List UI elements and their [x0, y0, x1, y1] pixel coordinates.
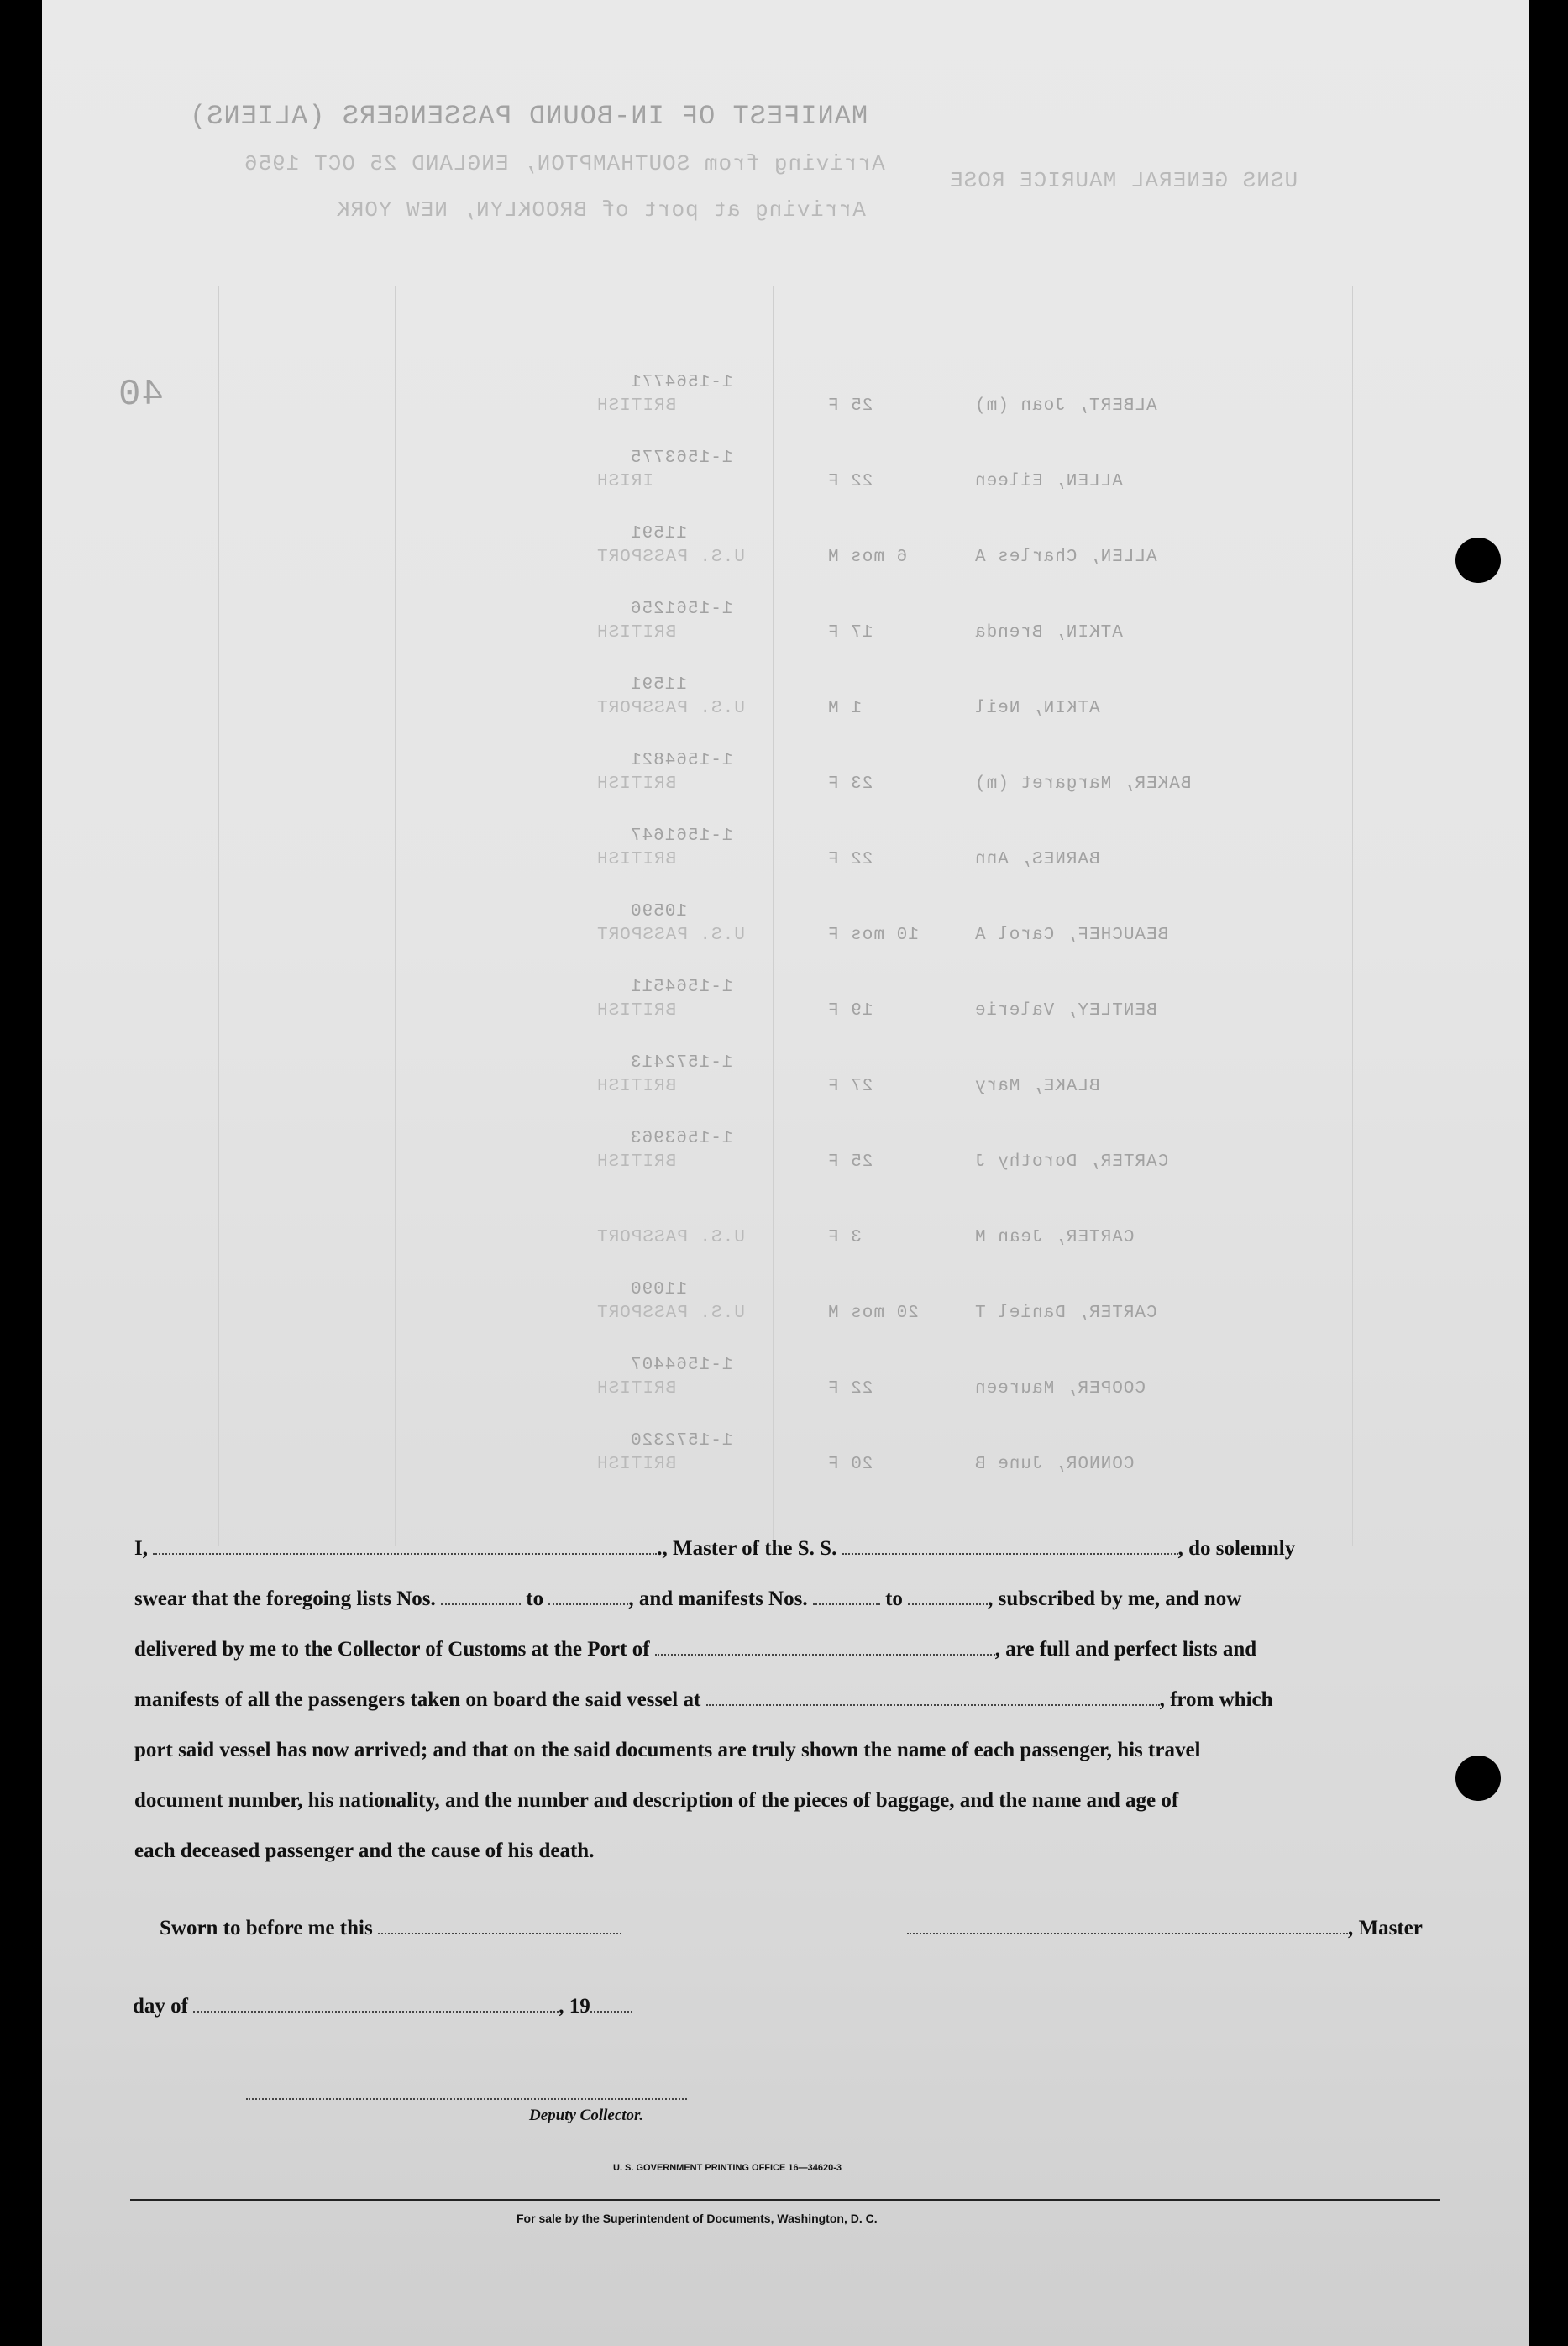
bleed-row-text: 1-1561647: [630, 827, 733, 846]
manifests-to-field[interactable]: [908, 1588, 988, 1605]
oath-line-1: I, ., Master of the S. S. , do solemnly: [134, 1537, 1296, 1560]
bleed-row-text: U.S. PASSPORT: [596, 1304, 745, 1323]
bleed-row-text: U.S. PASSPORT: [596, 548, 745, 567]
bleed-row-text: 11591: [630, 524, 688, 543]
oath-line-7: each deceased passenger and the cause of his death.: [134, 1840, 595, 1862]
bleed-row-text: U.S. PASSPORT: [596, 699, 745, 718]
bleed-row-text: 1-1572413: [630, 1053, 733, 1073]
bleed-row-text: 17 F: [827, 623, 873, 643]
bleed-row-text: 3 F: [827, 1228, 862, 1247]
bleed-subtitle: Arriving from SOUTHAMPTON, ENGLAND 25 OCT 1956: [244, 151, 885, 176]
bleed-row-text: 25 F: [827, 1152, 873, 1172]
column-rule: [773, 286, 774, 1546]
column-rule: [218, 286, 219, 1546]
bleed-row-text: BRITISH: [596, 623, 677, 643]
bleed-row-text: 1-1561256: [630, 600, 733, 619]
day-line: day of , 19: [133, 1995, 632, 2018]
bleed-row-text: BAKER, Margaret (m): [974, 774, 1192, 794]
bleed-row-text: BRITISH: [596, 396, 677, 416]
bleed-row-text: ALLEN, Eileen: [974, 472, 1123, 491]
oath-line-2: swear that the foregoing lists Nos. to , and manifests Nos. to , subscribed by me, and now: [134, 1588, 1242, 1610]
bleed-row-text: BRITISH: [596, 1001, 677, 1021]
bleed-row-text: 1-1572320: [630, 1431, 733, 1451]
column-rule: [395, 286, 396, 1546]
bleed-row-text: 6 mos M: [827, 548, 908, 567]
bleed-row-text: 10 mos F: [827, 926, 919, 945]
port-field[interactable]: [655, 1639, 995, 1656]
punch-hole: [1455, 538, 1501, 583]
bleed-row-text: BEAUCHEF, Carol A: [974, 926, 1169, 945]
bleed-header-right: USNS GENERAL MAURICE ROSE: [949, 168, 1298, 193]
bleed-row-text: U.S. PASSPORT: [596, 1228, 745, 1247]
bleed-row-text: COOPER, Maureen: [974, 1379, 1146, 1399]
deputy-collector-block: [246, 2083, 687, 2100]
bleed-row-text: 22 F: [827, 472, 873, 491]
master-name-field[interactable]: [153, 1538, 657, 1555]
oath-line-5: port said vessel has now arrived; and that on the said documents are truly shown the name of each passenger, his travel: [134, 1739, 1201, 1761]
bleed-row-text: BENTLEY, Valerie: [974, 1001, 1157, 1021]
bleed-row-text: 1-1564771: [630, 373, 733, 392]
bleed-row-text: 1-1563963: [630, 1129, 733, 1148]
bleed-row-text: 1-1563775: [630, 449, 733, 468]
bleed-row-text: CARTER, Daniel T: [974, 1304, 1157, 1323]
bleed-row-text: BRITISH: [596, 1379, 677, 1399]
bleed-row-text: 11591: [630, 675, 688, 695]
bleed-row-text: CARTER, Dorothy J: [974, 1152, 1169, 1172]
bleed-row-text: 19 F: [827, 1001, 873, 1021]
sworn-line: Sworn to before me this: [160, 1917, 621, 1940]
bleed-row-text: ALLEN, Charles A: [974, 548, 1157, 567]
bleed-row-text: ATKIN, Neil: [974, 699, 1100, 718]
footer-rule: [130, 2199, 1440, 2201]
deputy-collector-label: Deputy Collector.: [529, 2107, 644, 2124]
bleed-row-text: 1 M: [827, 699, 862, 718]
oath-line-3: delivered by me to the Collector of Customs at the Port of , are full and perfect lists and: [134, 1638, 1257, 1661]
bleed-row-text: 25 F: [827, 396, 873, 416]
bleed-row-text: BRITISH: [596, 1455, 677, 1474]
bleed-row-text: BRITISH: [596, 850, 677, 869]
bleed-row-text: CONNOR, June B: [974, 1455, 1135, 1474]
bleed-row-text: ALBERT, Joan (m): [974, 396, 1157, 416]
manifests-from-field[interactable]: [813, 1588, 880, 1605]
sworn-date-field[interactable]: [378, 1918, 621, 1934]
bleed-title: MANIFEST OF IN-BOUND PASSENGERS (ALIENS): [189, 101, 868, 132]
bleed-row-text: U.S. PASSPORT: [596, 926, 745, 945]
vessel-name-field[interactable]: [842, 1538, 1178, 1555]
bleed-row-text: 20 F: [827, 1455, 873, 1474]
bleed-row-text: BRITISH: [596, 1077, 677, 1096]
year-field[interactable]: [590, 1996, 632, 2013]
manifest-page: [42, 0, 1529, 2346]
bleed-row-text: 1-1564511: [630, 978, 733, 997]
sale-notice: For sale by the Superintendent of Documents, Washington, D. C.: [517, 2212, 878, 2225]
deputy-collector-signature-field[interactable]: [246, 2083, 687, 2100]
bleed-row-text: IRISH: [596, 472, 654, 491]
master-signature-line: , Master: [907, 1917, 1423, 1940]
oath-line-4: manifests of all the passengers taken on board the said vessel at , from which: [134, 1688, 1273, 1711]
day-field[interactable]: [193, 1996, 559, 2013]
bleed-row-text: 1-1564821: [630, 751, 733, 770]
bleed-row-text: 11090: [630, 1280, 688, 1299]
bleed-page-number: 40: [118, 374, 164, 416]
bleed-row-text: BARNES, Ann: [974, 850, 1100, 869]
bleed-row-text: CARTER, Jean M: [974, 1228, 1135, 1247]
bleed-row-text: ATKIN, Brenda: [974, 623, 1123, 643]
bleed-row-text: 23 F: [827, 774, 873, 794]
oath-line-6: document number, his nationality, and the number and description of the pieces of baggage, and the name and age of: [134, 1789, 1179, 1812]
lists-from-field[interactable]: [441, 1588, 521, 1605]
master-signature-field[interactable]: [907, 1918, 1348, 1934]
bleed-row-text: 27 F: [827, 1077, 873, 1096]
bleed-row-text: BRITISH: [596, 774, 677, 794]
column-rule: [1352, 286, 1353, 1546]
bleed-row-text: 22 F: [827, 1379, 873, 1399]
bleed-row-text: BRITISH: [596, 1152, 677, 1172]
bleed-row-text: BLAKE, Mary: [974, 1077, 1100, 1096]
bleed-row-text: 22 F: [827, 850, 873, 869]
punch-hole: [1455, 1756, 1501, 1801]
port-of-embarkation-field[interactable]: [706, 1689, 1160, 1706]
printing-office-line: U. S. GOVERNMENT PRINTING OFFICE 16—34620-3: [613, 2163, 842, 2173]
bleed-port: Arriving at port of BROOKLYN, NEW YORK: [336, 197, 866, 223]
lists-to-field[interactable]: [548, 1588, 628, 1605]
bleed-row-text: 20 mos M: [827, 1304, 919, 1323]
bleed-row-text: 10590: [630, 902, 688, 921]
bleed-row-text: 1-1564407: [630, 1356, 733, 1375]
